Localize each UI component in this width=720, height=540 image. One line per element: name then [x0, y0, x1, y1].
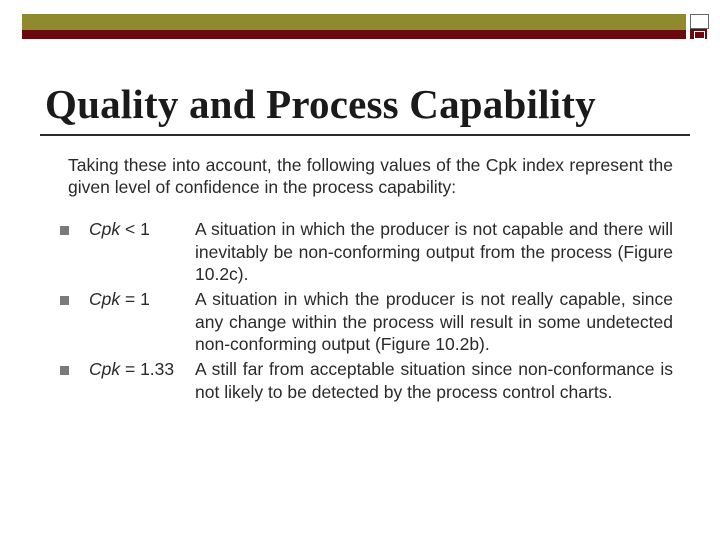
- corner-square-outline: [690, 14, 709, 29]
- cpk-condition: [89, 218, 150, 241]
- header-bar-top: [22, 14, 686, 30]
- cpk-variable: Cpk: [89, 289, 121, 309]
- slide-body: [40, 148, 685, 438]
- bullet-square-icon: [60, 366, 69, 375]
- cpk-condition: [89, 288, 150, 311]
- slide-title: Quality and Process Capability: [45, 81, 596, 127]
- item-description: A situation in which the producer is not capable and there will inevitably be non-conforming output from the process (Figure 10.2c).: [195, 219, 673, 284]
- cpk-variable: Cpk: [89, 219, 121, 239]
- cpk-variable: Cpk: [89, 359, 121, 379]
- cpk-value: < 1: [120, 219, 150, 239]
- bullet-square-icon: [60, 296, 69, 305]
- header-bar-bottom: [22, 30, 686, 39]
- item-description: A situation in which the producer is not really capable, since any change within the process will result in some undetected non-conforming output (Figure 10.2b).: [195, 289, 673, 354]
- bullet-square-icon: [60, 226, 69, 235]
- cpk-value: = 1.33: [120, 359, 175, 379]
- cpk-value: = 1: [120, 289, 150, 309]
- intro-paragraph: Taking these into account, the following values of the Cpk index represent the given level of confidence in the process capability:: [68, 155, 673, 197]
- item-description: A still far from acceptable situation since non-conformance is not likely to be detected by the process control charts.: [195, 359, 673, 402]
- corner-square-filled: [690, 29, 707, 39]
- cpk-condition: [89, 358, 174, 381]
- title-divider: [40, 134, 690, 136]
